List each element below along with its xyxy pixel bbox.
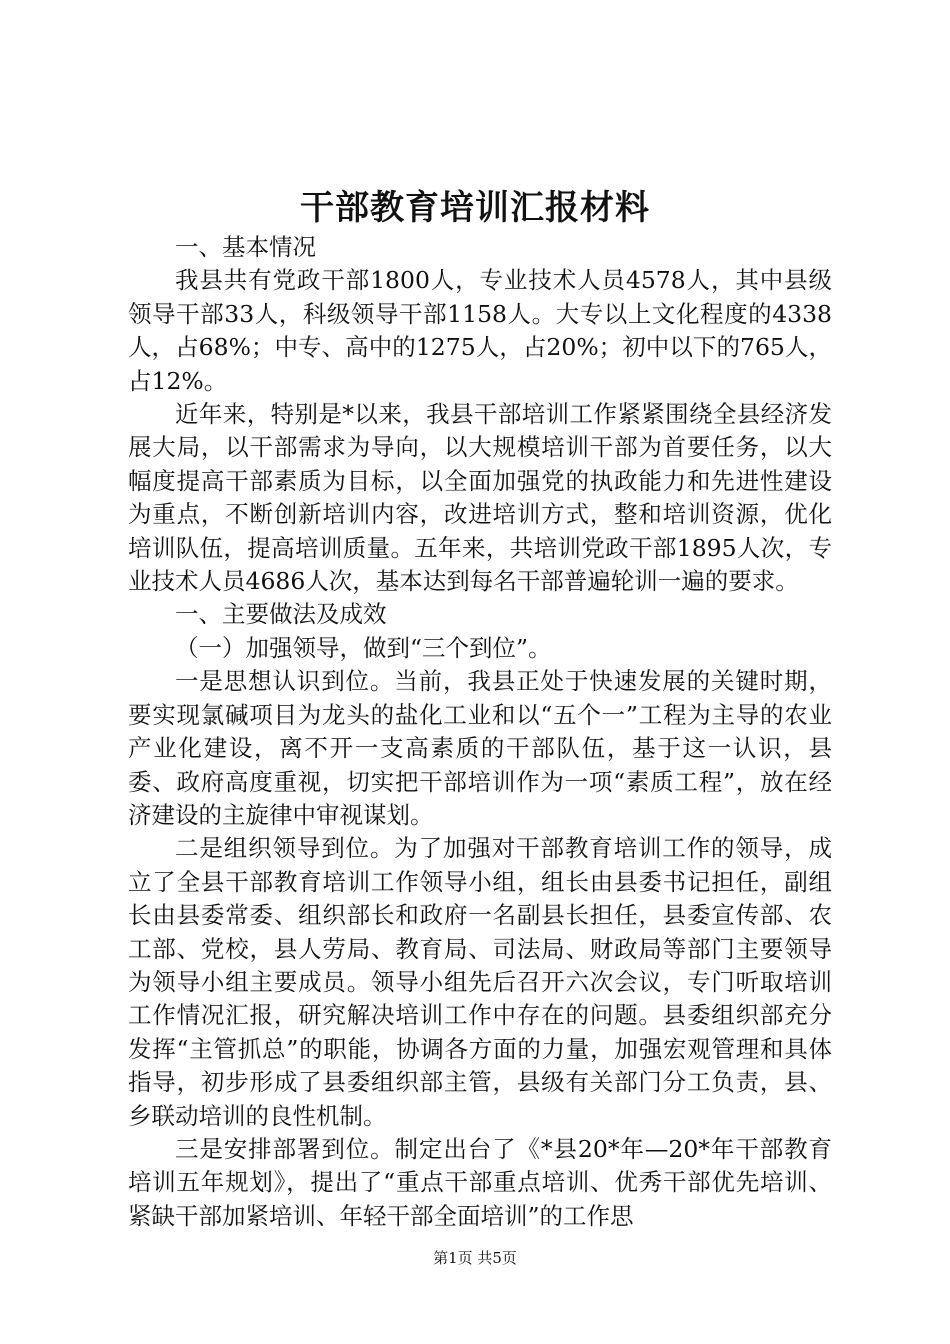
- paragraph-ideological-awareness: 一是思想认识到位。当前，我县正处于快速发展的关键时期，要实现氯碱项目为龙头的盐化工业和以“五个一”工程为主导的农业产业化建设，离不开一支高素质的干部队伍，基于这一认识，县委、政府高度重视，切实把干部培训作为一项“素质工程”，放在经济建设的主旋律中审视谋划。: [128, 667, 832, 829]
- document-title: 干部教育培训汇报材料: [300, 188, 650, 228]
- subsection-heading-leadership: （一）加强领导，做到“三个到位”。: [175, 633, 552, 662]
- section-heading-main-practices: 一、主要做法及成效: [175, 600, 387, 629]
- section-heading-basic-situation: 一、基本情况: [175, 233, 316, 261]
- paragraph-cadre-statistics: 我县共有党政干部1800人，专业技术人员4578人，其中县级领导干部33人，科级领导干部1158人。大专以上文化程度的4338人，占68%；中专、高中的1275人，占20%；初中以下的765人，占12%。: [128, 266, 832, 395]
- paragraph-training-overview: 近年来，特别是*以来，我县干部培训工作紧紧围绕全县经济发展大局，以干部需求为导向，以大规模培训干部为首要任务，以大幅度提高干部素质为目标，以全面加强党的执政能力和先进性建设为重点，不断创新培训内容，改进培训方式，整和培训资源，优化培训队伍，提高培训质量。五年来，共培训党政干部1895人次，专业技术人员4686人次，基本达到每名干部普遍轮训一遍的要求。: [128, 400, 832, 596]
- document-body: [128, 231, 832, 1233]
- paragraph-arrangement-deployment: 三是安排部署到位。制定出台了《*县20*年—20*年干部教育培训五年规划》，提出了“重点干部重点培训、优秀干部优先培训、紧缺干部加紧培训、年轻干部全面培训”的工作思: [128, 1134, 832, 1230]
- page-footer: 第1页 共5页: [433, 1249, 517, 1267]
- paragraph-organizational-leadership: 二是组织领导到位。为了加强对干部教育培训工作的领导，成立了全县干部教育培训工作领导小组，组长由县委书记担任，副组长由县委常委、组织部长和政府一名副县长担任，县委宣传部、农工部、党校，县人劳局、教育局、司法局、财政局等部门主要领导为领导小组主要成员。领导小组先后召开六次会议，专门听取培训工作情况汇报，研究解决培训工作中存在的问题。县委组织部充分发挥“主管抓总”的职能，协调各方面的力量，加强宏观管理和具体指导，初步形成了县委组织部主管，县级有关部门分工负责，县、乡联动培训的良性机制。: [128, 834, 832, 1130]
